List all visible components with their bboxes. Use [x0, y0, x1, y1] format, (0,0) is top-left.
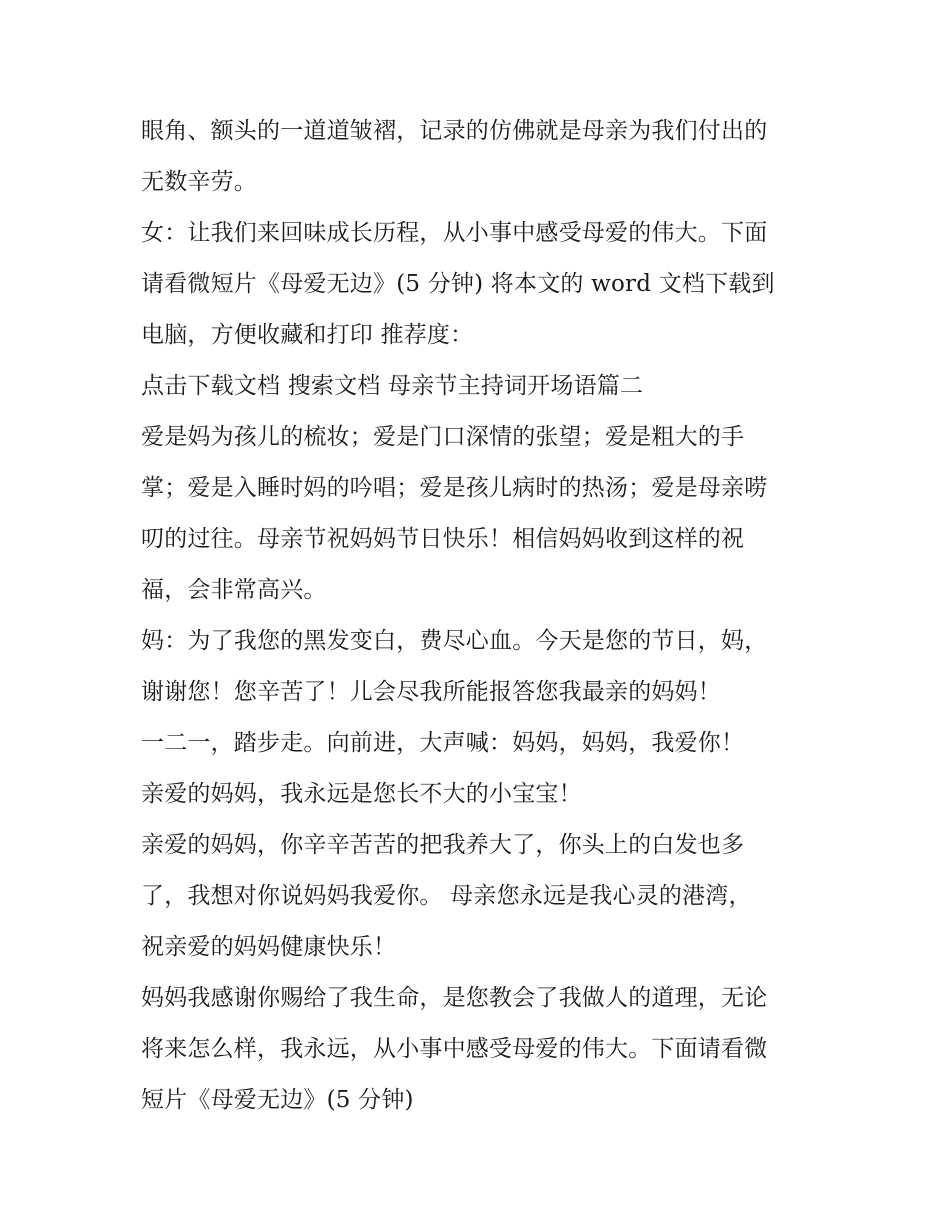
text-line: 一二一，踏步走。向前进，大声喊：妈妈，妈妈，我爱你！: [141, 730, 745, 756]
text-line: 亲爱的妈妈，我永远是您长不大的小宝宝！: [141, 781, 582, 807]
text-line: 将来怎么样，我永远，从小事中感受母爱的伟大。下面请看微: [141, 1036, 768, 1062]
text-line: 了，我想对你说妈妈我爱你。 母亲您永远是我心灵的港湾，: [141, 883, 752, 909]
text-line: 福，会非常高兴。: [141, 577, 327, 603]
text-line: 无数辛劳。: [141, 169, 257, 195]
text-line: 妈妈我感谢你赐给了我生命，是您教会了我做人的道理，无论: [141, 985, 768, 1011]
text-line: 短片《母爱无边》(5 分钟): [141, 1087, 414, 1113]
text-line: 掌；爱是入睡时妈的吟唱；爱是孩儿病时的热汤；爱是母亲唠: [141, 475, 768, 501]
text-line: 电脑，方便收藏和打印 推荐度：: [141, 322, 474, 348]
text-line: 妈：为了我您的黑发变白，费尽心血。今天是您的节日，妈，: [141, 628, 768, 654]
text-line: 女：让我们来回味成长历程，从小事中感受母爱的伟大。下面: [141, 220, 768, 246]
document-body: [141, 106, 821, 1126]
text-line: 亲爱的妈妈，你辛辛苦苦的把我养大了，你头上的白发也多: [141, 832, 745, 858]
text-line: 请看微短片《母爱无边》(5 分钟) 将本文的 word 文档下载到: [141, 271, 775, 297]
text-line: 眼角、额头的一道道皱褶，记录的仿佛就是母亲为我们付出的: [141, 118, 768, 144]
text-line: 祝亲爱的妈妈健康快乐！: [141, 934, 397, 960]
text-line: 爱是妈为孩儿的梳妆；爱是门口深情的张望；爱是粗大的手: [141, 424, 745, 450]
text-line: 叨的过往。母亲节祝妈妈节日快乐！相信妈妈收到这样的祝: [141, 526, 745, 552]
text-line: 点击下载文档 搜索文档 母亲节主持词开场语篇二: [141, 373, 644, 399]
text-line: 谢谢您！您辛苦了！儿会尽我所能报答您我最亲的妈妈！: [141, 679, 721, 705]
